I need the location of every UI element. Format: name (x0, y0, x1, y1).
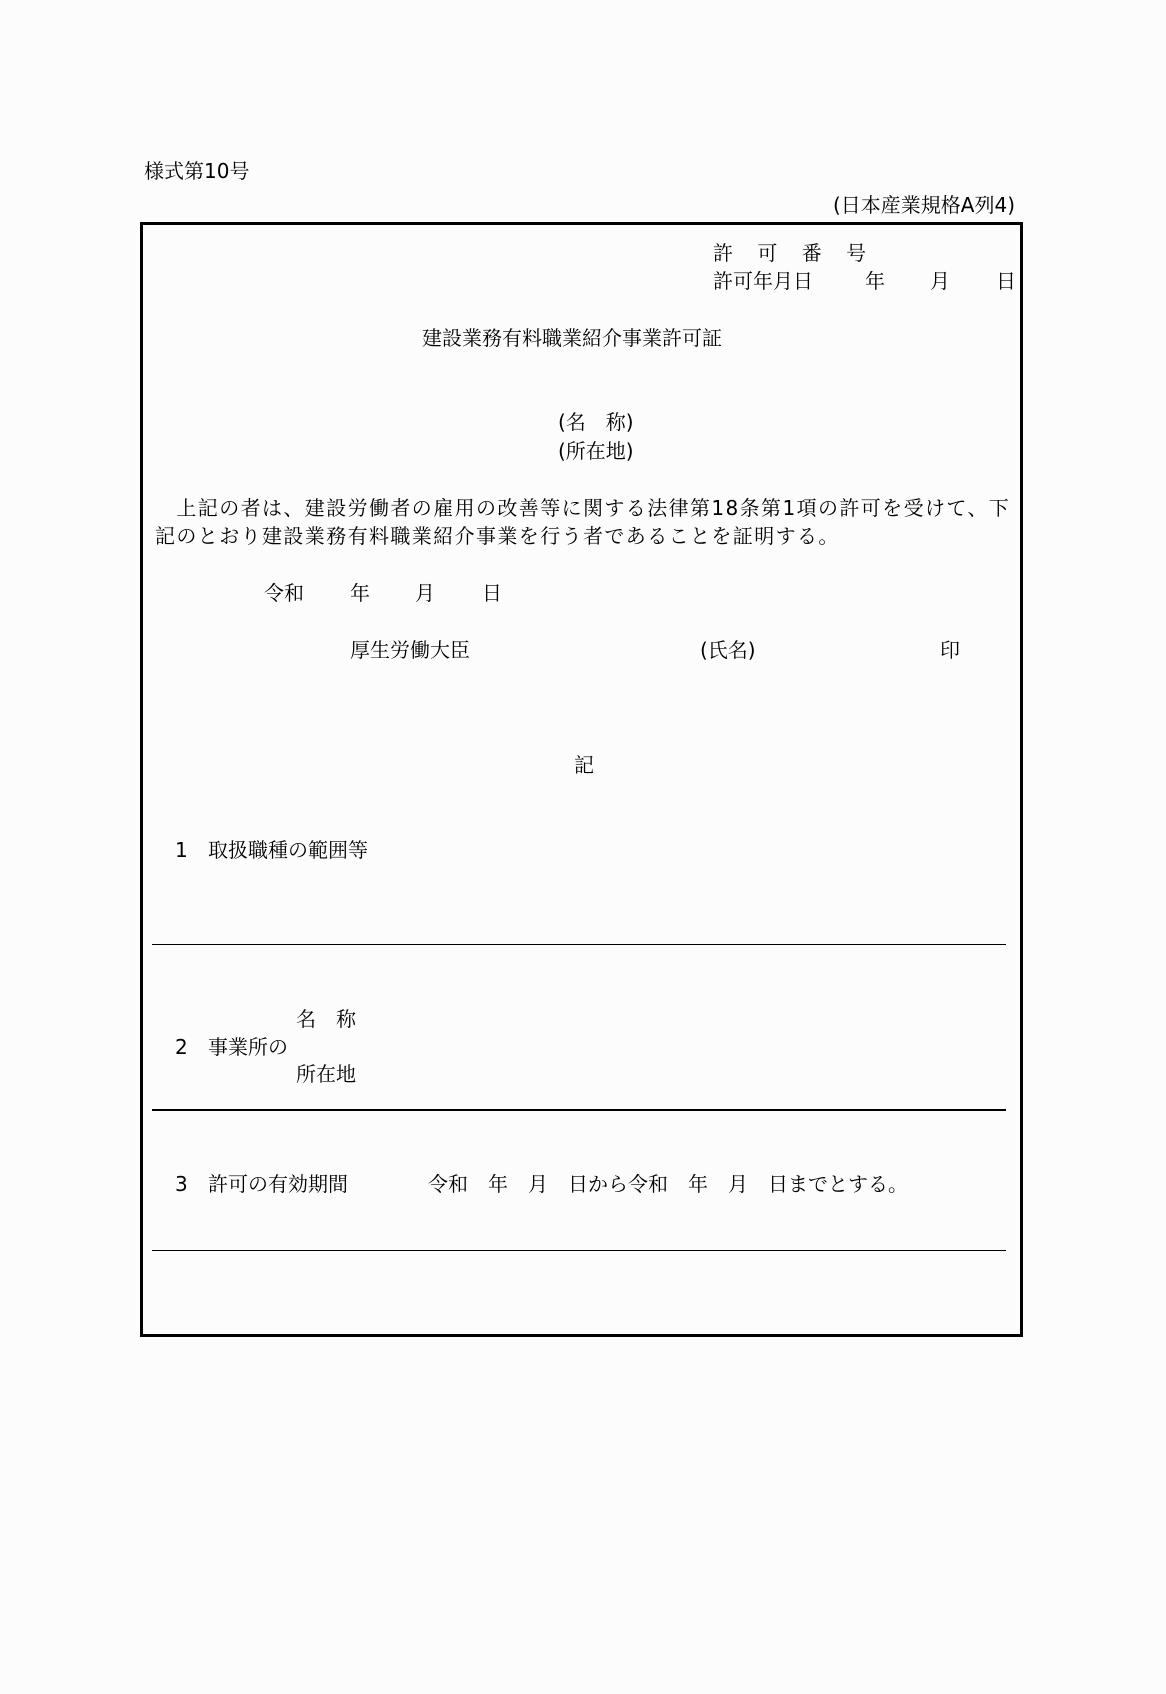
paper-size-note: (日本産業規格A列4) (832, 193, 1015, 217)
permit-date-year: 年 (865, 269, 885, 293)
body-line-1: 上記の者は、建設労働者の雇用の改善等に関する法律第18条第1項の許可を受けて、下 (155, 496, 1011, 520)
minister-title: 厚生労働大臣 (350, 638, 470, 662)
holder-name-label: (名 称) (558, 410, 634, 434)
permit-number-label: 許 可 番 号 (713, 241, 876, 265)
item-1-divider (152, 944, 1006, 945)
item-3-divider (152, 1250, 1006, 1251)
signature-name-label: (氏名) (700, 638, 756, 662)
permit-date-label: 許可年月日 (713, 269, 813, 293)
certificate-title: 建設業務有料職業紹介事業許可証 (422, 326, 722, 350)
permit-date-month: 月 (930, 269, 950, 293)
item-2-label: 事業所の (208, 1035, 288, 1059)
item-2-sub-name: 名 称 (296, 1007, 356, 1031)
item-3-label: 許可の有効期間 (208, 1172, 348, 1196)
issue-date-era: 令和 (264, 581, 304, 605)
holder-address-label: (所在地) (558, 439, 634, 463)
seal-mark: 印 (940, 638, 960, 662)
issue-date-day: 日 (482, 581, 502, 605)
item-3-period: 令和 年 月 日から令和 年 月 日までとする。 (428, 1172, 908, 1196)
body-line-2: 記のとおり建設業務有料職業紹介事業を行う者であることを証明する。 (155, 524, 840, 548)
certificate-frame (140, 222, 1023, 1337)
item-2-divider (152, 1109, 1006, 1111)
form-number: 様式第10号 (144, 159, 250, 183)
item-3-number: 3 (175, 1172, 188, 1196)
item-2-sub-address: 所在地 (296, 1062, 356, 1086)
ki-heading: 記 (574, 753, 594, 777)
item-1-number: 1 (175, 838, 188, 862)
permit-date-day: 日 (996, 269, 1016, 293)
issue-date-month: 月 (415, 581, 435, 605)
issue-date-year: 年 (350, 581, 370, 605)
item-1-label: 取扱職種の範囲等 (208, 838, 368, 862)
item-2-number: 2 (175, 1035, 188, 1059)
